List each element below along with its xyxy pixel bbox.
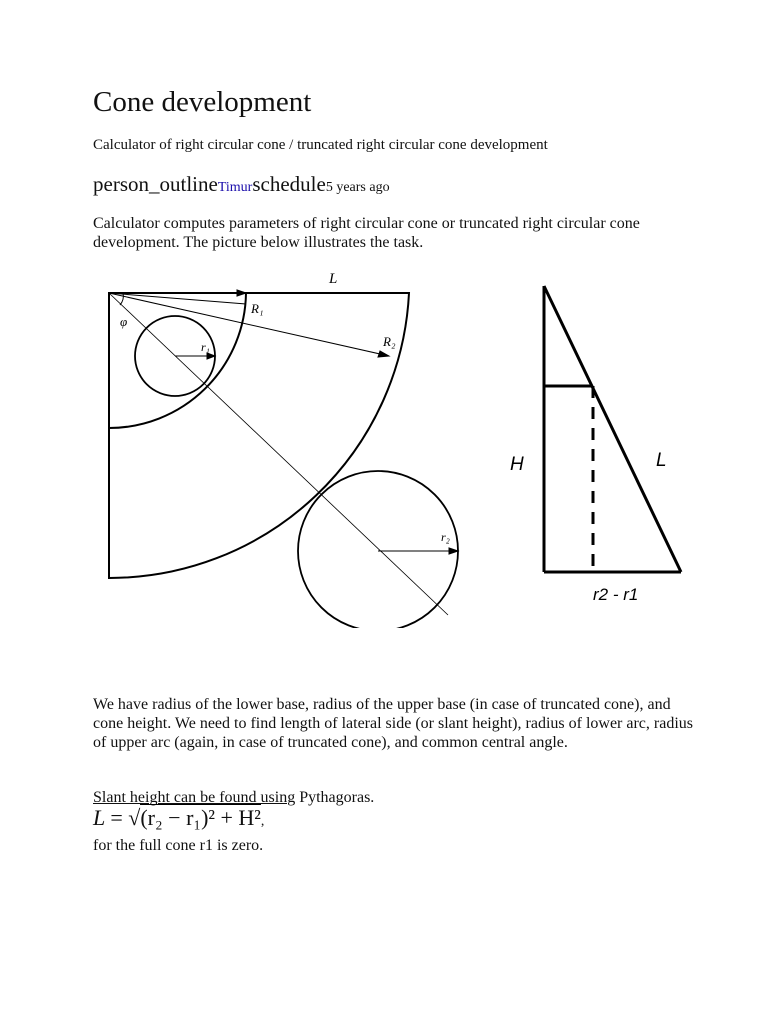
time-ago: 5 years ago [325,180,390,195]
page-subtitle: Calculator of right circular cone / truncated right circular cone development [93,137,548,153]
arrowhead [378,351,389,357]
slant-formula [93,805,264,831]
author-meta [93,172,390,197]
cone-development-figure [93,268,693,628]
arrowhead [237,290,246,296]
phi-arc [120,293,123,305]
formula-trail: , [260,814,265,829]
schedule-icon: schedule [252,172,326,196]
slant-prefix: Slant height can be found using [93,789,296,806]
author-link[interactable]: Timur [217,180,253,195]
label-R2: R₂ [383,334,396,349]
label-r2-minus-r1: r2 - r1 [593,585,639,604]
label-H: H [510,454,524,475]
label-R1: R₁ [251,301,264,316]
label-r2: r₂ [441,530,450,544]
formula-equals: = [110,805,123,830]
label-r1: r₁ [201,340,210,354]
page-title: Cone development [93,86,312,118]
label-L-right: L [656,450,667,471]
center-line [109,293,448,615]
formula-radicand: (r₂ − r₁)² + H² [140,805,261,830]
development-diagram [109,290,458,628]
label-L-left: L [329,271,338,287]
inner-arc [109,293,246,428]
sqrt-icon: √ [128,805,141,830]
label-phi: φ [120,314,128,329]
body-paragraph: We have radius of the lower base, radius of the upper base (in case of truncated cone), and cone height. We need to find length of lateral side (or slant height), radius of lower arc, radius of upper arc (again, in case of truncated cone), and common central angle. [93,696,693,751]
triangle-hypotenuse [544,286,681,572]
r1-line [109,293,246,304]
intro-paragraph: Calculator computes parameters of right circular cone or truncated right circular cone development. The picture below illustrates the task. [93,215,640,251]
lower-base-circle [298,471,458,628]
formula-lhs: L [93,805,105,830]
arrowhead [449,548,458,554]
person-outline-icon: person_outline [93,172,218,196]
pythagoras-link[interactable]: Pythagoras. [299,789,375,806]
slant-triangle-diagram [544,286,681,572]
full-cone-note: for the full cone r1 is zero. [93,837,264,854]
